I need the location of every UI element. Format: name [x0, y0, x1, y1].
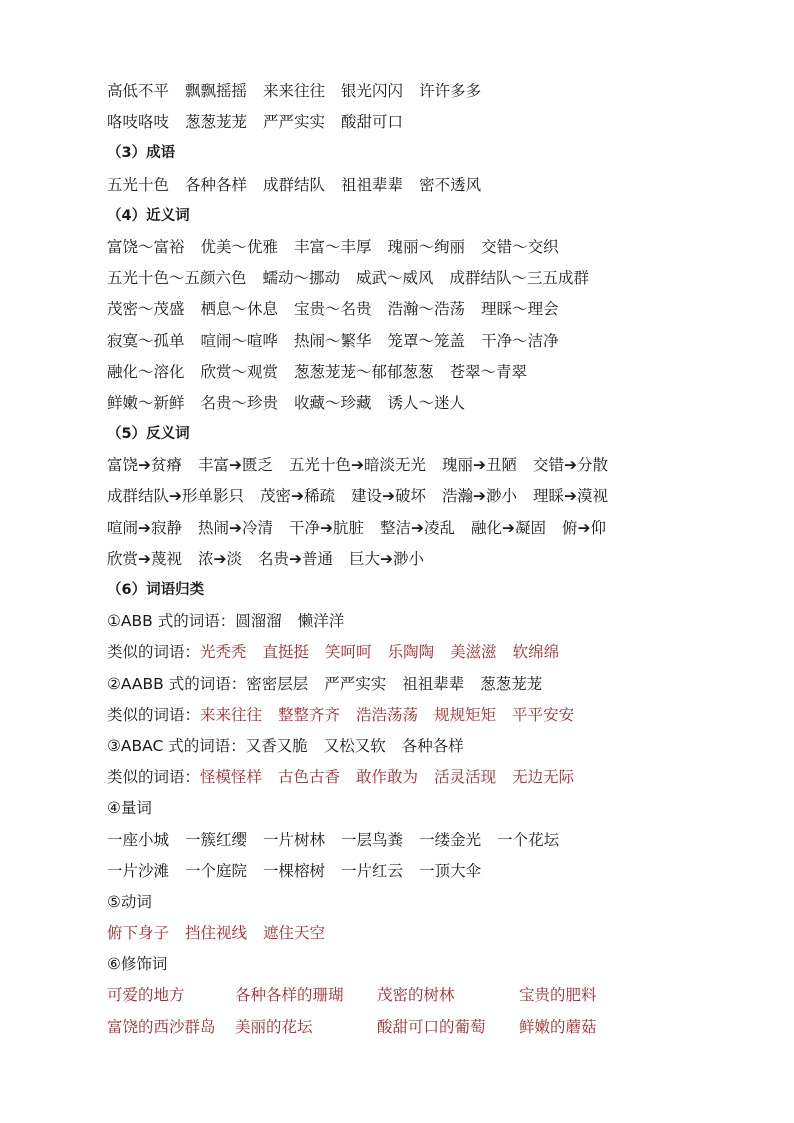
similar-label: 类似的词语：: [107, 643, 201, 662]
modifier-phrase: 宝贵的肥料: [519, 986, 597, 1005]
similar-word: 美滋滋: [450, 643, 497, 662]
abb-similar-line: [107, 637, 767, 668]
word: 酸甜可口: [341, 113, 404, 132]
idioms-line: [107, 170, 767, 201]
measure-phrase: 一片红云: [341, 861, 404, 880]
synonym-pair: 茂密～茂盛: [107, 300, 185, 319]
synonyms-line-2: [107, 263, 767, 294]
synonym-pair: 威武～威风: [356, 269, 434, 288]
synonym-pair: 浩瀚～浩荡: [387, 300, 466, 319]
word: 严严实实: [324, 674, 387, 693]
aabb-label: ②AABB 式的词语：: [107, 674, 247, 693]
synonym-pair: 诱人～迷人: [387, 393, 466, 412]
similar-word: 乐陶陶: [387, 643, 435, 662]
antonym-pair: 富饶➔贫瘠: [107, 456, 182, 475]
aabb-similar-line: [107, 700, 767, 731]
antonym-pair: 茂密➔稀疏: [260, 487, 335, 506]
measure-phrase: 一棵榕树: [263, 861, 326, 880]
synonym-pair: 干净～洁净: [481, 331, 559, 350]
synonym-pair: 名贵～珍贵: [200, 393, 279, 412]
modifiers-line-1: [107, 980, 767, 1011]
measure-phrase: 一座小城: [107, 830, 170, 849]
antonyms-line-4: [107, 544, 767, 575]
antonyms-line-1: [107, 450, 767, 481]
measure-phrase: 一个庭院: [185, 861, 248, 880]
word: 许许多多: [419, 82, 482, 100]
section-heading-idioms: （3）成语: [107, 145, 176, 162]
word: 祖祖辈辈: [341, 175, 404, 194]
synonym-pair: 优美～优雅: [200, 237, 279, 256]
word: 祖祖辈辈: [402, 674, 465, 693]
similar-word: 笑呵呵: [325, 643, 372, 662]
aabb-pattern-line: [107, 669, 767, 700]
word: 银光闪闪: [341, 82, 404, 100]
synonym-pair: 笼罩～笼盖: [387, 331, 466, 350]
synonym-pair: 富饶～富裕: [107, 237, 185, 256]
antonym-pair: 浩瀚➔渺小: [442, 487, 517, 506]
modifier-phrase: 各种各样的珊瑚: [235, 986, 344, 1005]
modifiers-line-2: [107, 1012, 767, 1043]
word: 葱葱茏茏: [185, 113, 248, 132]
similar-word: 敢作敢为: [356, 768, 419, 787]
synonyms-line-5: [107, 357, 767, 388]
modifiers-heading: ⑥修饰词: [107, 955, 168, 974]
synonym-pair: 蠕动～挪动: [262, 269, 341, 288]
measure-phrase: 一个花坛: [497, 830, 560, 849]
synonym-pair: 苍翠～青翠: [449, 362, 528, 381]
reduplicated-words-line-2: [107, 107, 767, 138]
modifier-phrase: 鲜嫩的蘑菇: [519, 1017, 597, 1036]
synonym-pair: 葱葱茏茏～郁郁葱葱: [294, 362, 434, 381]
word: 密密层层: [246, 674, 309, 693]
similar-word: 软绵绵: [512, 643, 560, 662]
measure-phrase: 一片树林: [263, 830, 326, 849]
word: 葱葱茏茏: [480, 674, 543, 693]
word: 又松又软: [323, 736, 386, 755]
antonym-pair: 成群结队➔形单影只: [107, 487, 244, 506]
measure-words-line-1: [107, 825, 767, 856]
reduplicated-words-line-1: [107, 76, 767, 107]
verb-phrase: 遮住天空: [263, 924, 326, 943]
word: 飘飘摇摇: [185, 82, 248, 100]
synonyms-line-3: [107, 294, 767, 325]
word: 圆溜溜: [235, 612, 282, 631]
verbs-heading: ⑤动词: [107, 892, 152, 911]
synonyms-line-1: [107, 232, 767, 263]
similar-word: 整整齐齐: [278, 705, 341, 724]
abac-similar-line: [107, 762, 767, 793]
antonym-pair: 浓➔淡: [198, 549, 242, 568]
similar-label: 类似的词语：: [107, 768, 201, 787]
antonym-pair: 丰富➔匮乏: [198, 456, 273, 475]
word: 各种各样: [185, 175, 248, 194]
similar-word: 古色古香: [278, 768, 341, 787]
similar-word: 来来往往: [200, 705, 263, 724]
synonym-pair: 欣赏～观赏: [200, 362, 279, 381]
word: 懒洋洋: [297, 612, 345, 631]
measure-phrase: 一片沙滩: [107, 861, 170, 880]
antonyms-line-3: [107, 513, 767, 544]
similar-word: 光秃秃: [200, 643, 247, 662]
antonym-pair: 五光十色➔暗淡无光: [289, 456, 426, 475]
section-heading-synonyms: （4）近义词: [107, 207, 190, 224]
word: 密不透风: [419, 175, 482, 194]
measure-phrase: 一缕金光: [419, 830, 482, 849]
similar-word: 直挺挺: [262, 643, 310, 662]
modifier-phrase: 可爱的地方: [107, 986, 185, 1005]
similar-label: 类似的词语：: [107, 705, 201, 724]
modifier-phrase: 茂密的树林: [377, 986, 455, 1005]
antonym-pair: 欣赏➔蔑视: [107, 549, 182, 568]
modifier-phrase: 酸甜可口的葡萄: [377, 1017, 486, 1036]
measure-words-heading: ④量词: [107, 799, 152, 818]
abb-pattern-line: [107, 606, 767, 637]
verb-phrase: 挡住视线: [185, 924, 248, 943]
abac-label: ③ABAC 式的词语：: [107, 736, 246, 755]
antonym-pair: 建设➔破坏: [351, 487, 426, 506]
antonym-pair: 融化➔凝固: [471, 518, 546, 537]
synonym-pair: 栖息～休息: [200, 300, 279, 319]
similar-word: 怪模怪样: [200, 768, 263, 787]
synonym-pair: 五光十色～五颜六色: [107, 269, 247, 288]
word: 严严实实: [263, 113, 326, 132]
word: 五光十色: [107, 175, 170, 194]
synonym-pair: 瑰丽～绚丽: [387, 237, 466, 256]
synonym-pair: 理睬～理会: [481, 300, 559, 319]
measure-phrase: 一顶大伞: [419, 861, 482, 880]
modifier-phrase: 美丽的花坛: [235, 1017, 313, 1036]
measure-words-line-2: [107, 856, 767, 887]
antonym-pair: 俯➔仰: [562, 518, 606, 537]
similar-word: 平平安安: [512, 705, 575, 724]
antonym-pair: 喧闹➔寂静: [107, 518, 182, 537]
synonym-pair: 喧闹～喧哗: [200, 331, 279, 350]
word: 高低不平: [107, 82, 170, 100]
modifier-phrase: 富饶的西沙群岛: [107, 1017, 216, 1036]
synonym-pair: 丰富～丰厚: [294, 237, 372, 256]
antonym-pair: 交错➔分散: [533, 456, 608, 475]
synonym-pair: 宝贵～名贵: [294, 300, 372, 319]
antonym-pair: 瑰丽➔丑陋: [442, 456, 517, 475]
antonym-pair: 整洁➔凌乱: [380, 518, 455, 537]
synonym-pair: 成群结队～三五成群: [449, 269, 590, 288]
similar-word: 无边无际: [512, 768, 575, 787]
measure-phrase: 一簇红缨: [185, 830, 248, 849]
synonym-pair: 融化～溶化: [107, 362, 185, 381]
word: 来来往往: [263, 82, 326, 100]
vocabulary-content: [107, 76, 767, 1043]
similar-word: 浩浩荡荡: [356, 705, 419, 724]
similar-word: 规规矩矩: [434, 705, 497, 724]
word: 咯吱咯吱: [107, 113, 170, 132]
antonym-pair: 干净➔肮脏: [289, 518, 364, 537]
synonym-pair: 寂寞～孤单: [107, 331, 185, 350]
verbs-line: [107, 918, 767, 949]
section-heading-antonyms: （5）反义词: [107, 426, 190, 443]
word: 各种各样: [401, 736, 464, 755]
synonym-pair: 交错～交织: [481, 237, 559, 256]
synonym-pair: 收藏～珍藏: [294, 393, 372, 412]
similar-word: 活灵活现: [434, 768, 497, 787]
synonym-pair: 鲜嫩～新鲜: [107, 393, 185, 412]
section-heading-word-categories: （6）词语归类: [107, 582, 205, 598]
abac-pattern-line: [107, 731, 767, 762]
antonym-pair: 名贵➔普通: [258, 549, 333, 568]
synonyms-line-6: [107, 388, 767, 419]
abb-label: ①ABB 式的词语：: [107, 612, 236, 631]
measure-phrase: 一层鸟粪: [341, 830, 404, 849]
antonym-pair: 巨大➔渺小: [349, 549, 424, 568]
synonym-pair: 热闹～繁华: [294, 331, 372, 350]
verb-phrase: 俯下身子: [107, 924, 170, 943]
antonym-pair: 热闹➔冷清: [198, 518, 273, 537]
antonym-pair: 理睬➔漠视: [533, 487, 608, 506]
antonyms-line-2: [107, 481, 767, 512]
word: 成群结队: [263, 175, 326, 194]
word: 又香又脆: [245, 736, 308, 755]
synonyms-line-4: [107, 326, 767, 357]
